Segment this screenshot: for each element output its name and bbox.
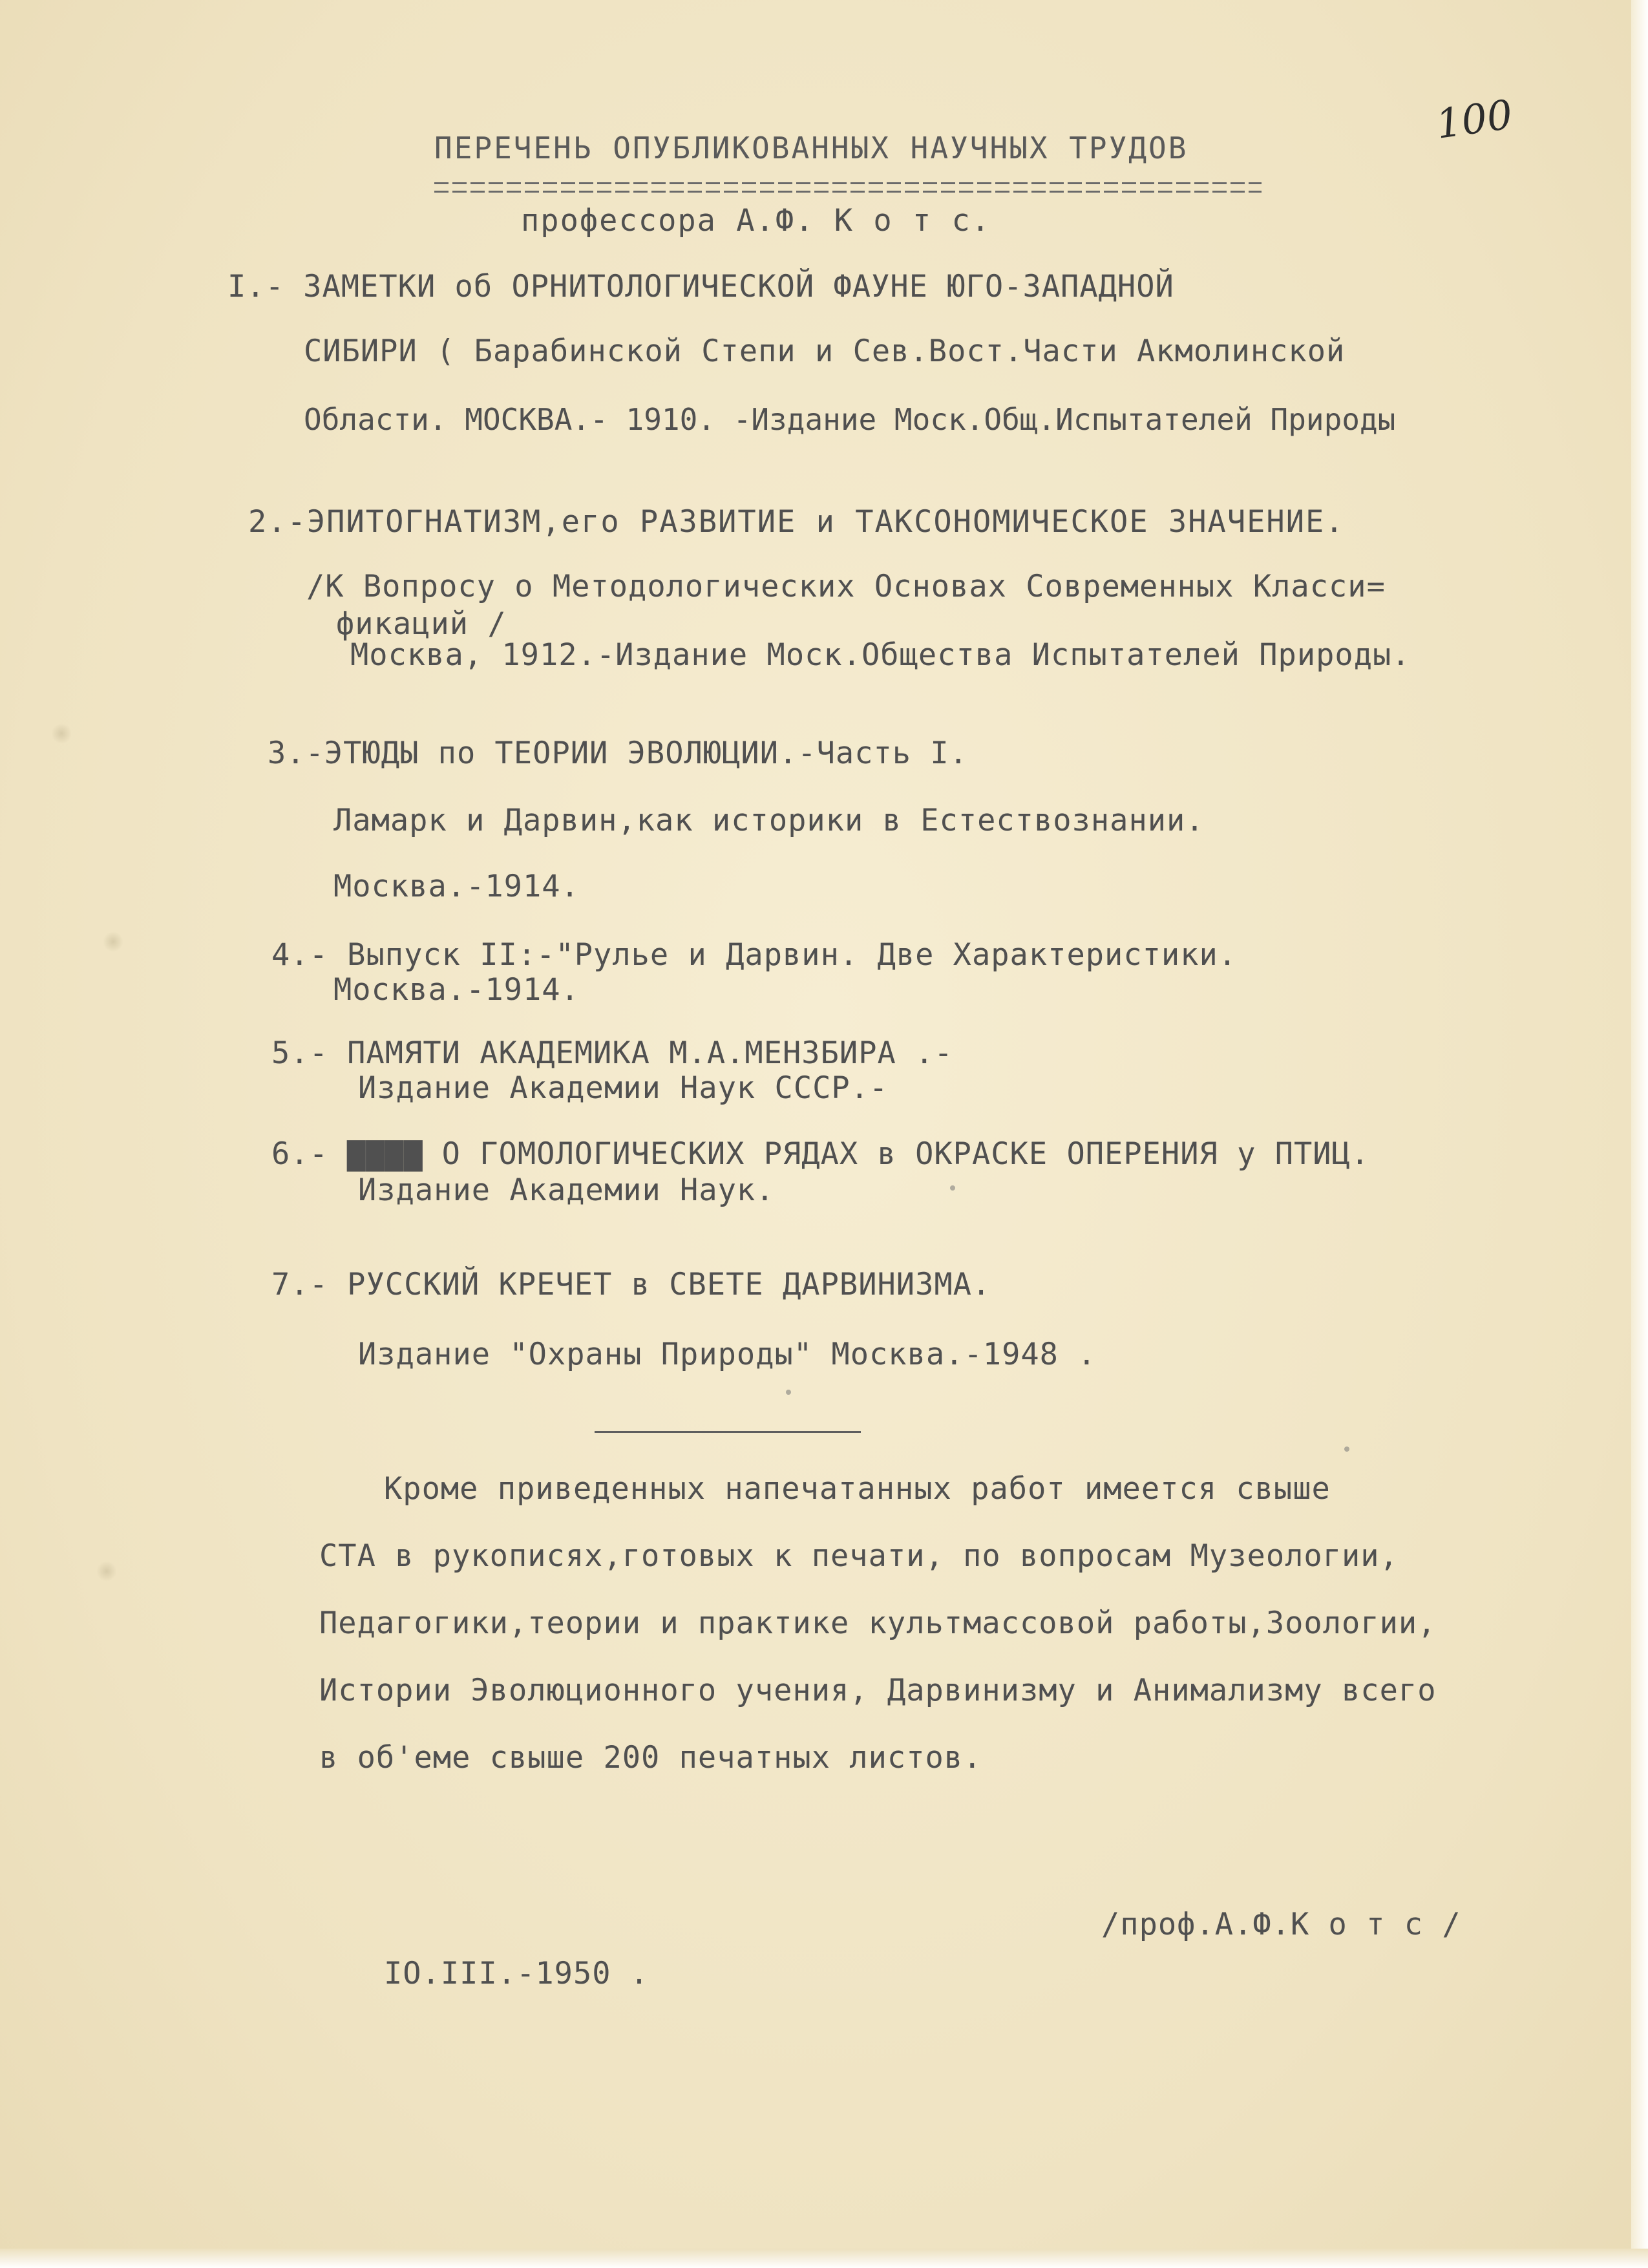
document-subtitle: профессора А.Ф. К о т с. (521, 203, 991, 238)
entry-6-line-2: Издание Академии Наук. (358, 1172, 775, 1208)
entry-3-line-3: Москва.-1914. (333, 869, 580, 904)
entry-3-line-2: Ламарк и Дарвин,как историки в Естествознании. (333, 803, 1205, 838)
document-title: ПЕРЕЧЕНЬ ОПУБЛИКОВАННЫХ НАУЧНЫХ ТРУДОВ (434, 131, 1188, 165)
entry-7-line-1: 7.- РУССКИЙ КРЕЧЕТ в СВЕТЕ ДАРВИНИЗМА. (271, 1267, 991, 1302)
entry-1-line-1: I.- ЗАМЕТКИ об ОРНИТОЛОГИЧЕСКОЙ ФАУНЕ ЮГО-ЗАПАДНОЙ (227, 269, 1174, 304)
entry-3-line-1: 3.-ЭТЮДЫ по ТЕОРИИ ЭВОЛЮЦИИ.-Часть I. (268, 736, 968, 771)
ink-speck (1344, 1447, 1349, 1452)
entry-4-line-1: 4.- Выпуск II:-"Рулье и Дарвин. Две Характеристики. (271, 937, 1238, 973)
paper-stain (97, 1560, 116, 1582)
paragraph-line-2: СТА в рукописях,готовых к печати, по вопросам Музеологии, (319, 1538, 1399, 1574)
scan-edge-right (1631, 0, 1648, 2268)
entry-4-line-2: Москва.-1914. (333, 972, 580, 1008)
page-number: 100 (1433, 90, 1516, 148)
entry-1-line-3: Области. МОСКВА.- 1910. -Издание Моск.Общ.Испытателей Природы (304, 402, 1396, 437)
entry-2-line-3: фикаций / (336, 606, 507, 642)
paragraph-line-5: в об'еме свыше 200 печатных листов. (319, 1740, 982, 1775)
paper-stain (52, 723, 71, 745)
paragraph-line-1: Кроме приведенных напечатанных работ имеется свыше (384, 1471, 1331, 1507)
section-divider (595, 1431, 861, 1433)
entry-5-line-2: Издание Академии Наук СССР.- (358, 1070, 889, 1106)
entry-7-line-2: Издание "Охраны Природы" Москва.-1948 . (358, 1337, 1097, 1372)
title-underline (434, 182, 1262, 193)
entry-1-line-2: СИБИРИ ( Барабинской Степи и Сев.Вост.Части Акмолинской (304, 334, 1346, 369)
paragraph-line-3: Педагогики,теории и практике культмассовой работы,Зоологии, (319, 1606, 1437, 1641)
ink-speck (950, 1185, 955, 1191)
signature: /проф.А.Ф.К о т с / (1101, 1907, 1461, 1942)
paper-stain (103, 931, 123, 953)
ink-speck (786, 1390, 791, 1395)
document-date: IO.III.-1950 . (384, 1956, 650, 1991)
entry-2-line-2: /К Вопросу о Методологических Основах Современных Класси= (306, 569, 1386, 604)
entry-5-line-1: 5.- ПАМЯТИ АКАДЕМИКА М.А.МЕНЗБИРА .- (271, 1035, 953, 1071)
entry-2-line-4: Москва, 1912.-Издание Моск.Общества Испытателей Природы. (350, 637, 1411, 673)
entry-6-line-1: 6.- ▇▇▇▇ О ГОМОЛОГИЧЕСКИХ РЯДАХ в ОКРАСКЕ ОПЕРЕНИЯ у ПТИЦ. (271, 1136, 1370, 1172)
scan-edge-bottom (0, 2249, 1648, 2268)
paragraph-line-4: Истории Эволюционного учения, Дарвинизму и Анимализму всего (319, 1673, 1437, 1708)
entry-2-line-1: 2.-ЭПИТОГНАТИЗМ,его РАЗВИТИЕ и ТАКСОНОМИЧЕСКОЕ ЗНАЧЕНИЕ. (248, 504, 1345, 540)
